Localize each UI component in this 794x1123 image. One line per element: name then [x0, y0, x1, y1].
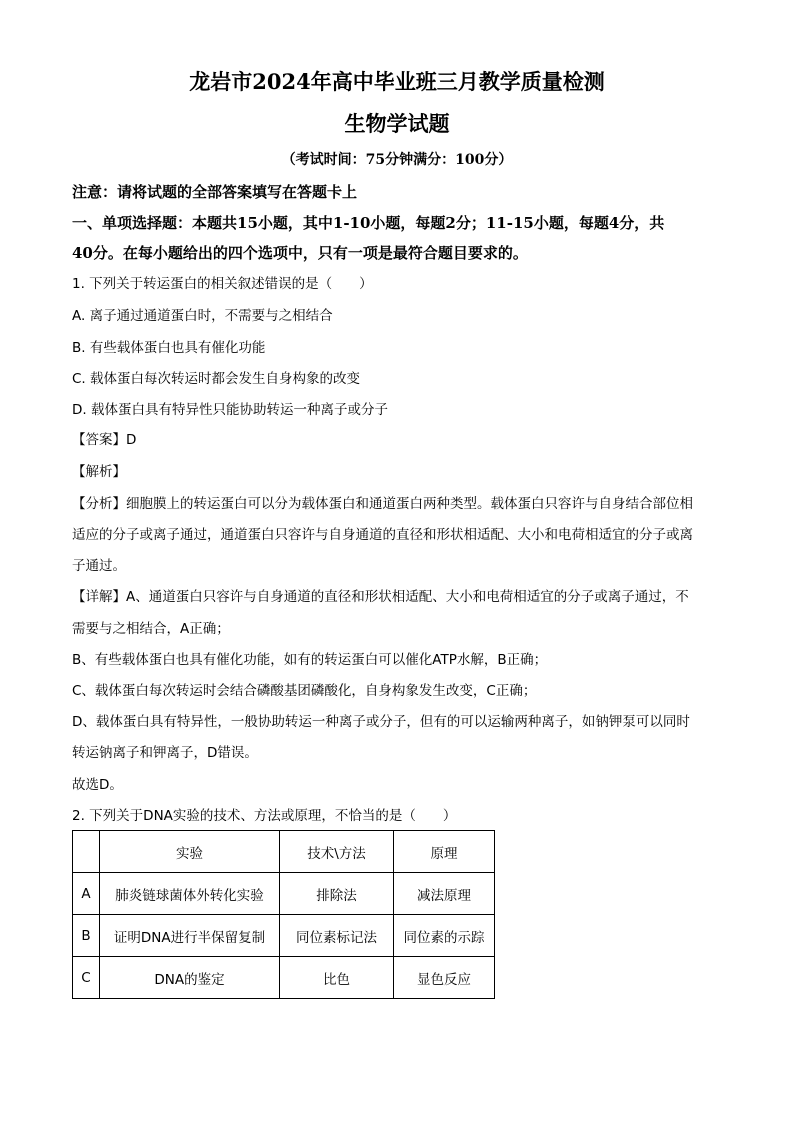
table-cell: A: [73, 873, 100, 915]
exam-title: 龙岩市2024年高中毕业班三月教学质量检测: [189, 69, 605, 94]
q2-table: [72, 830, 495, 999]
q1-detail-line: B、有些载体蛋白也具有催化功能，如有的转运蛋白可以催化ATP水解，B正确；: [72, 652, 548, 668]
q1-fenxi-line: 适应的分子或离子通过，通道蛋白只容许与自身通道的直径和形状相适配、大小和电荷相适宜的分子或离: [72, 527, 693, 543]
q1-option-a: A. 离子通过通道蛋白时，不需要与之相结合: [72, 308, 333, 324]
q1-detail-line: 【详解】A、通道蛋白只容许与自身通道的直径和形状相适配、大小和电荷相适宜的分子或离子通过，不: [72, 589, 689, 605]
q1-detail-line: 需要与之相结合，A正确；: [72, 621, 230, 637]
q1-detail-line: C、载体蛋白每次转运时会结合磷酸基团磷酸化，自身构象发生改变，C正确；: [72, 683, 537, 699]
q1-detail-line: D、载体蛋白具有特异性，一般协助转运一种离子或分子，但有的可以运输两种离子，如钠钾泵可以同时: [72, 714, 690, 730]
table-header-cell: 原理: [394, 831, 495, 873]
q1-option-d: D. 载体蛋白具有特异性只能协助转运一种离子或分子: [72, 402, 388, 418]
table-header-cell: 技术\方法: [280, 831, 394, 873]
q1-answer: 【答案】D: [72, 432, 137, 448]
table-cell: 肺炎链球菌体外转化实验: [100, 873, 280, 915]
notice: 注意：请将试题的全部答案填写在答题卡上: [72, 183, 358, 201]
q1-detail-line: 故选D。: [72, 777, 123, 793]
q1-option-c: C. 载体蛋白每次转运时都会发生自身构象的改变: [72, 371, 361, 387]
table-cell: 证明DNA进行半保留复制: [100, 915, 280, 957]
table-row: [73, 957, 495, 999]
q2-stem: 2. 下列关于DNA实验的技术、方法或原理，不恰当的是（ ）: [72, 808, 457, 824]
table-header-cell: 实验: [100, 831, 280, 873]
q1-detail-line: 转运钠离子和钾离子，D错误。: [72, 745, 258, 761]
table-cell: C: [73, 957, 100, 999]
table-header-row: [73, 831, 495, 873]
section-heading-line-2: 40分。在每小题给出的四个选项中，只有一项是最符合题目要求的。: [72, 244, 528, 262]
table-cell: B: [73, 915, 100, 957]
table-row: [73, 873, 495, 915]
q1-fenxi-line: 子通过。: [72, 558, 126, 574]
table-cell: 比色: [280, 957, 394, 999]
q1-stem: 1. 下列关于转运蛋白的相关叙述错误的是（ ）: [72, 276, 373, 292]
q1-analysis-label: 【解析】: [72, 464, 126, 480]
exam-info: （考试时间：75分钟满分：100分）: [281, 152, 513, 168]
table-header-cell: [73, 831, 100, 873]
table-cell: 排除法: [280, 873, 394, 915]
table-cell: 显色反应: [394, 957, 495, 999]
table-cell: 减法原理: [394, 873, 495, 915]
section-heading-line-1: 一、单项选择题：本题共15小题，其中1-10小题，每题2分；11-15小题，每题4分，共: [72, 214, 665, 232]
q1-fenxi-line: 【分析】细胞膜上的转运蛋白可以分为载体蛋白和通道蛋白两种类型。载体蛋白只容许与自身结合部位相: [72, 496, 693, 512]
q1-option-b: B. 有些载体蛋白也具有催化功能: [72, 340, 266, 356]
table-row: [73, 915, 495, 957]
table-cell: DNA的鉴定: [100, 957, 280, 999]
table-cell: 同位素的示踪: [394, 915, 495, 957]
table-cell: 同位素标记法: [280, 915, 394, 957]
exam-subject: 生物学试题: [344, 111, 450, 136]
